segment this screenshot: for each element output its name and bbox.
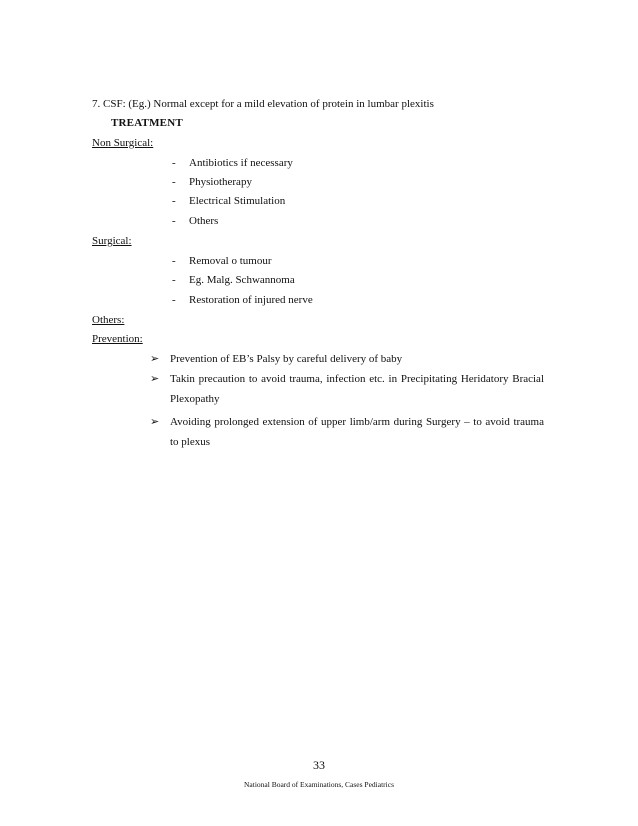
arrow-bullet-icon: ➢ <box>150 353 160 365</box>
prevention-item: Prevention of EB’s Palsy by careful delivery of baby <box>170 353 403 365</box>
prevention-label: Prevention: <box>92 333 143 345</box>
dash-marker: - <box>172 195 176 207</box>
treatment-heading: TREATMENT <box>111 117 183 129</box>
non-surgical-item: Physiotherapy <box>189 176 252 188</box>
surgical-item: Restoration of injured nerve <box>189 294 313 306</box>
dash-marker: - <box>172 157 176 169</box>
arrow-bullet-icon: ➢ <box>150 373 160 385</box>
dash-marker: - <box>172 294 176 306</box>
non-surgical-item: Others <box>189 215 219 227</box>
arrow-bullet-icon: ➢ <box>150 416 160 428</box>
surgical-item: Removal o tumour <box>189 255 272 267</box>
non-surgical-label: Non Surgical: <box>92 137 154 149</box>
dash-marker: - <box>172 274 176 286</box>
dash-marker: - <box>172 176 176 188</box>
non-surgical-item: Antibiotics if necessary <box>189 157 293 169</box>
others-label: Others: <box>92 314 125 326</box>
footer-text: National Board of Examinations, Cases Pediatrics <box>244 780 394 789</box>
prevention-item: Takin precaution to avoid trauma, infection etc. in Precipitating Heridatory Bracial Plexopathy <box>170 373 544 405</box>
surgical-item: Eg. Malg. Schwannoma <box>189 274 295 286</box>
non-surgical-item: Electrical Stimulation <box>189 195 286 207</box>
prevention-item: Avoiding prolonged extension of upper limb/arm during Surgery – to avoid trauma to plexus <box>170 416 544 448</box>
surgical-label: Surgical: <box>92 235 132 247</box>
dash-marker: - <box>172 215 176 227</box>
page-number: 33 <box>313 758 325 772</box>
csf-finding: 7. CSF: (Eg.) Normal except for a mild elevation of protein in lumbar plexitis <box>92 98 434 110</box>
dash-marker: - <box>172 255 176 267</box>
